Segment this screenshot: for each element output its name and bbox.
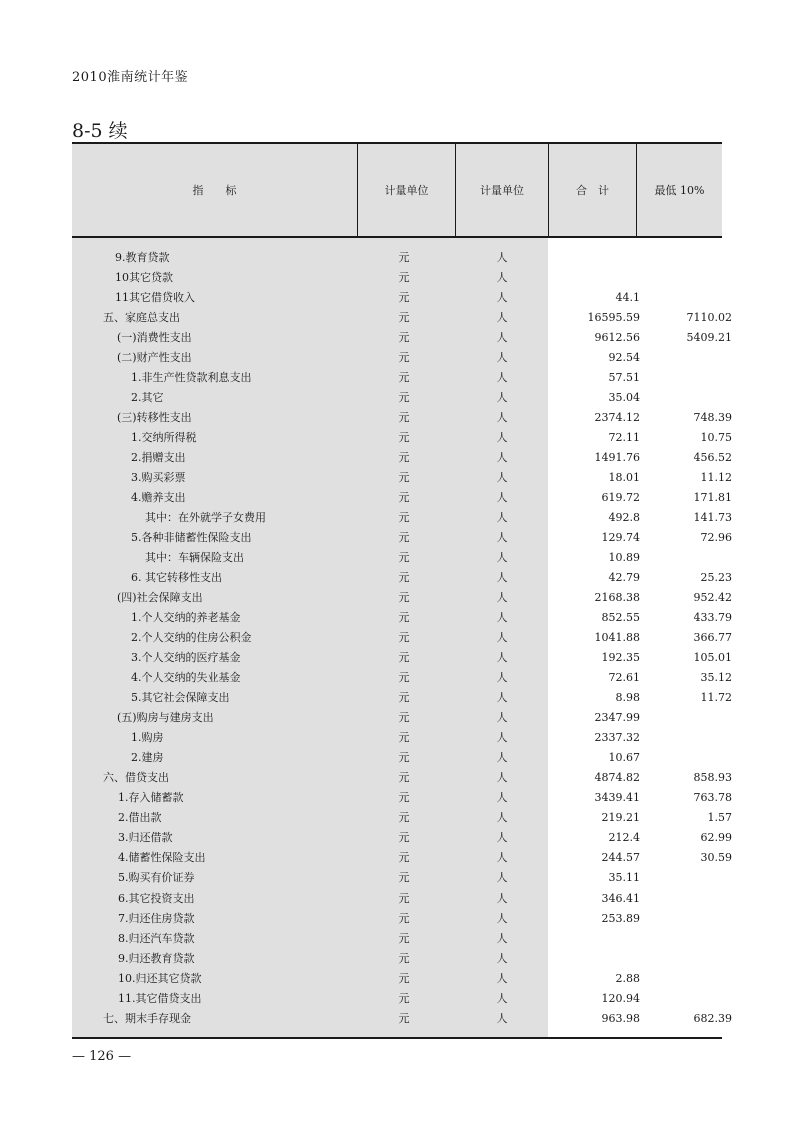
row-label: 六、借贷支出: [103, 771, 169, 785]
table-row: [72, 288, 722, 308]
total-cell: 8.98: [615, 691, 640, 705]
header-unit-1: 计量单位: [384, 184, 429, 197]
unit-2-cell: 人: [496, 951, 508, 965]
total-cell: 619.72: [601, 491, 640, 505]
row-label: 1.存入储蓄款: [118, 791, 184, 805]
unit-2-cell: 人: [496, 931, 508, 945]
table-row: [72, 848, 732, 868]
unit-2-cell: 人: [496, 851, 508, 865]
total-cell: 57.51: [608, 371, 640, 385]
unit-2-cell: 人: [496, 271, 508, 285]
unit-2-cell: 人: [496, 291, 508, 305]
unit-1-cell: 元: [398, 331, 410, 345]
total-cell: 2347.99: [594, 711, 640, 725]
table-row: [72, 548, 722, 568]
table-row: [72, 408, 732, 428]
row-label: 10其它贷款: [115, 271, 173, 285]
total-cell: 92.54: [608, 351, 640, 365]
table-row: [72, 328, 732, 348]
unit-1-cell: 元: [398, 651, 410, 665]
unit-1-cell: 元: [398, 251, 410, 264]
row-label: 5.其它社会保障支出: [131, 691, 230, 705]
row-label: 8.归还汽车贷款: [118, 931, 195, 945]
table-row: [72, 788, 732, 808]
unit-2-cell: 人: [496, 731, 508, 745]
table-row: [72, 588, 732, 608]
table-row: [72, 468, 732, 488]
lowest-10-cell: 7110.02: [686, 311, 732, 325]
unit-2-cell: 人: [496, 891, 508, 905]
table-row: [72, 628, 732, 648]
total-cell: 2337.32: [594, 731, 640, 745]
unit-1-cell: 元: [398, 451, 410, 465]
unit-2-cell: 人: [496, 511, 508, 525]
table-title: 8-5 续: [72, 120, 128, 142]
unit-1-cell: 元: [398, 551, 410, 565]
unit-1-cell: 元: [398, 431, 410, 445]
total-cell: 42.79: [608, 571, 640, 585]
lowest-10-cell: 682.39: [693, 1011, 732, 1025]
table-row: [72, 989, 722, 1009]
total-cell: 963.98: [601, 1011, 640, 1025]
table-row: [72, 568, 732, 588]
unit-2-cell: 人: [496, 991, 508, 1005]
table-row: [72, 748, 722, 768]
unit-2-cell: 人: [496, 611, 508, 625]
total-cell: 10.89: [608, 551, 640, 565]
row-label: 4.个人交纳的失业基金: [131, 671, 241, 685]
lowest-10-cell: 10.75: [700, 431, 732, 445]
unit-2-cell: 人: [496, 671, 508, 685]
total-cell: 18.01: [608, 471, 640, 485]
total-cell: 212.4: [608, 831, 640, 845]
row-label: (一)消费性支出: [117, 331, 192, 345]
lowest-10-cell: 858.93: [693, 771, 732, 785]
unit-1-cell: 元: [398, 791, 410, 805]
row-label: 1.购房: [131, 731, 164, 745]
lowest-10-cell: 763.78: [693, 791, 732, 805]
unit-1-cell: 元: [398, 751, 410, 765]
table-row: [72, 368, 722, 388]
total-cell: 35.11: [608, 871, 640, 885]
unit-1-cell: 元: [398, 811, 410, 825]
unit-1-cell: 元: [398, 951, 410, 965]
row-label: 11其它借贷收入: [115, 291, 195, 305]
row-label: 2.其它: [131, 391, 164, 405]
lowest-10-cell: 5409.21: [686, 331, 732, 345]
row-label: 7.归还住房贷款: [118, 911, 195, 925]
unit-2-cell: 人: [496, 791, 508, 805]
total-cell: 16595.59: [587, 311, 640, 325]
table-row: [72, 448, 732, 468]
unit-2-cell: 人: [496, 651, 508, 665]
unit-1-cell: 元: [398, 511, 410, 525]
unit-1-cell: 元: [398, 851, 410, 865]
unit-1-cell: 元: [398, 531, 410, 545]
row-label: 9.归还教育贷款: [118, 951, 195, 965]
table-row: [72, 488, 732, 508]
lowest-10-cell: 433.79: [693, 611, 732, 625]
lowest-10-cell: 30.59: [700, 851, 732, 865]
row-label: 3.购买彩票: [131, 471, 186, 485]
row-label: 9.教育贷款: [115, 251, 170, 264]
table-row: [72, 248, 722, 268]
unit-2-cell: 人: [496, 391, 508, 405]
lowest-10-cell: 171.81: [693, 491, 732, 505]
unit-1-cell: 元: [398, 411, 410, 425]
total-cell: 1041.88: [594, 631, 640, 645]
table-row: [72, 308, 732, 328]
total-cell: 72.11: [608, 431, 640, 445]
table-row: [72, 909, 722, 929]
total-cell: 192.35: [601, 651, 640, 665]
unit-2-cell: 人: [496, 411, 508, 425]
table-row: [72, 388, 722, 408]
unit-2-cell: 人: [496, 711, 508, 725]
unit-2-cell: 人: [496, 351, 508, 365]
row-label: 6. 其它转移性支出: [131, 571, 222, 585]
row-label: 3.归还借款: [118, 831, 173, 845]
table-row: [72, 688, 732, 708]
lowest-10-cell: 11.12: [700, 471, 732, 485]
table-row: [72, 268, 722, 288]
row-label: 其中：在外就学子女费用: [145, 511, 266, 525]
unit-2-cell: 人: [496, 491, 508, 505]
total-cell: 9612.56: [594, 331, 640, 345]
total-cell: 72.61: [608, 671, 640, 685]
unit-2-cell: 人: [496, 311, 508, 325]
lowest-10-cell: 748.39: [693, 411, 732, 425]
unit-1-cell: 元: [398, 971, 410, 985]
table-row: [72, 508, 732, 528]
unit-1-cell: 元: [398, 831, 410, 845]
total-cell: 44.1: [615, 291, 640, 305]
row-label: 11.其它借贷支出: [118, 991, 202, 1005]
unit-1-cell: 元: [398, 271, 410, 285]
unit-1-cell: 元: [398, 471, 410, 485]
row-label: 2.借出款: [118, 811, 162, 825]
unit-1-cell: 元: [398, 571, 410, 585]
row-label: 2.捐赠支出: [131, 451, 186, 465]
row-label: 5.购买有价证券: [118, 871, 195, 885]
unit-1-cell: 元: [398, 671, 410, 685]
total-cell: 129.74: [601, 531, 640, 545]
lowest-10-cell: 141.73: [693, 511, 732, 525]
total-cell: 346.41: [601, 891, 640, 905]
unit-2-cell: 人: [496, 431, 508, 445]
lowest-10-cell: 25.23: [700, 571, 732, 585]
unit-2-cell: 人: [496, 771, 508, 785]
row-label: 五、家庭总支出: [103, 311, 180, 325]
table-row: [72, 1009, 732, 1029]
header-indicator: 指 标: [192, 184, 237, 197]
table-row: [72, 708, 722, 728]
unit-1-cell: 元: [398, 911, 410, 925]
row-label: 4.储蓄性保险支出: [118, 851, 206, 865]
total-cell: 2168.38: [594, 591, 640, 605]
lowest-10-cell: 62.99: [700, 831, 732, 845]
row-label: 其中：车辆保险支出: [145, 551, 244, 565]
unit-2-cell: 人: [496, 331, 508, 345]
unit-1-cell: 元: [398, 591, 410, 605]
row-label: (二)财产性支出: [117, 351, 192, 365]
row-label: 3.个人交纳的医疗基金: [131, 651, 241, 665]
row-label: 4.赡养支出: [131, 491, 186, 505]
total-cell: 35.04: [608, 391, 640, 405]
total-cell: 1491.76: [594, 451, 640, 465]
lowest-10-cell: 72.96: [700, 531, 732, 545]
unit-2-cell: 人: [496, 751, 508, 765]
page-number: — 126 —: [72, 1049, 132, 1064]
table-row: [72, 768, 732, 788]
table-body: [72, 248, 732, 1029]
total-cell: 2.88: [615, 971, 640, 985]
header-lowest-10: 最低 10%: [654, 184, 705, 197]
total-cell: 120.94: [601, 991, 640, 1005]
total-cell: 2374.12: [594, 411, 640, 425]
lowest-10-cell: 952.42: [693, 591, 732, 605]
unit-2-cell: 人: [496, 811, 508, 825]
lowest-10-cell: 456.52: [693, 451, 732, 465]
table-row: [72, 608, 732, 628]
table-row: [72, 949, 722, 969]
table-row: [72, 808, 732, 828]
unit-2-cell: 人: [496, 371, 508, 385]
table-row: [72, 868, 722, 888]
total-cell: 852.55: [601, 611, 640, 625]
table-row: [72, 969, 722, 989]
unit-1-cell: 元: [398, 311, 410, 325]
unit-1-cell: 元: [398, 491, 410, 505]
row-label: 1.交纳所得税: [131, 431, 197, 445]
unit-1-cell: 元: [398, 1011, 410, 1025]
unit-1-cell: 元: [398, 711, 410, 725]
header-total: 合 计: [576, 184, 609, 197]
row-label: (三)转移性支出: [117, 411, 192, 425]
row-label: 5.各种非储蓄性保险支出: [131, 531, 252, 545]
total-cell: 4874.82: [594, 771, 640, 785]
total-cell: 253.89: [601, 911, 640, 925]
lowest-10-cell: 35.12: [700, 671, 732, 685]
statistics-table: [72, 142, 732, 1039]
unit-1-cell: 元: [398, 931, 410, 945]
table-row: [72, 828, 732, 848]
total-cell: 10.67: [608, 751, 640, 765]
row-label: 10.归还其它贷款: [118, 971, 202, 985]
unit-2-cell: 人: [496, 911, 508, 925]
unit-2-cell: 人: [496, 531, 508, 545]
unit-2-cell: 人: [496, 831, 508, 845]
unit-2-cell: 人: [496, 1011, 508, 1025]
table-row: [72, 668, 732, 688]
table-row: [72, 528, 732, 548]
row-label: 2.建房: [131, 751, 164, 765]
unit-1-cell: 元: [398, 891, 410, 905]
unit-1-cell: 元: [398, 691, 410, 705]
lowest-10-cell: 105.01: [693, 651, 732, 665]
table-row: [72, 889, 722, 909]
row-label: 2.个人交纳的住房公积金: [131, 631, 252, 645]
table-row: [72, 648, 732, 668]
unit-2-cell: 人: [496, 451, 508, 465]
unit-1-cell: 元: [398, 611, 410, 625]
unit-2-cell: 人: [496, 631, 508, 645]
row-label: 1.个人交纳的养老基金: [131, 611, 241, 625]
row-label: (四)社会保障支出: [117, 591, 203, 605]
table-row: [72, 929, 722, 949]
unit-1-cell: 元: [398, 991, 410, 1005]
total-cell: 244.57: [601, 851, 640, 865]
unit-2-cell: 人: [496, 971, 508, 985]
total-cell: 3439.41: [594, 791, 640, 805]
row-label: 6.其它投资支出: [118, 891, 195, 905]
unit-2-cell: 人: [496, 551, 508, 565]
row-label: (五)购房与建房支出: [117, 711, 214, 725]
unit-1-cell: 元: [398, 391, 410, 405]
unit-2-cell: 人: [496, 691, 508, 705]
lowest-10-cell: 1.57: [707, 811, 732, 825]
lowest-10-cell: 11.72: [700, 691, 732, 705]
table-bottom-rule: [72, 1037, 722, 1039]
table-row: [72, 348, 722, 368]
row-label: 七、期末手存现金: [103, 1011, 191, 1025]
total-cell: 492.8: [608, 511, 640, 525]
row-label: 1.非生产性贷款利息支出: [131, 371, 252, 385]
unit-1-cell: 元: [398, 371, 410, 385]
lowest-10-cell: 366.77: [693, 631, 732, 645]
unit-2-cell: 人: [496, 571, 508, 585]
table-row: [72, 428, 732, 448]
unit-2-cell: 人: [496, 871, 508, 885]
unit-1-cell: 元: [398, 351, 410, 365]
table-row: [72, 728, 722, 748]
unit-2-cell: 人: [496, 471, 508, 485]
header-unit-2: 计量单位: [480, 184, 524, 197]
running-head: 2010淮南统计年鉴: [72, 70, 189, 85]
unit-1-cell: 元: [398, 771, 410, 785]
unit-1-cell: 元: [398, 871, 410, 885]
unit-1-cell: 元: [398, 631, 410, 645]
unit-2-cell: 人: [496, 591, 508, 605]
unit-1-cell: 元: [398, 731, 410, 745]
unit-2-cell: 人: [496, 251, 508, 264]
unit-1-cell: 元: [398, 291, 410, 305]
total-cell: 219.21: [601, 811, 640, 825]
